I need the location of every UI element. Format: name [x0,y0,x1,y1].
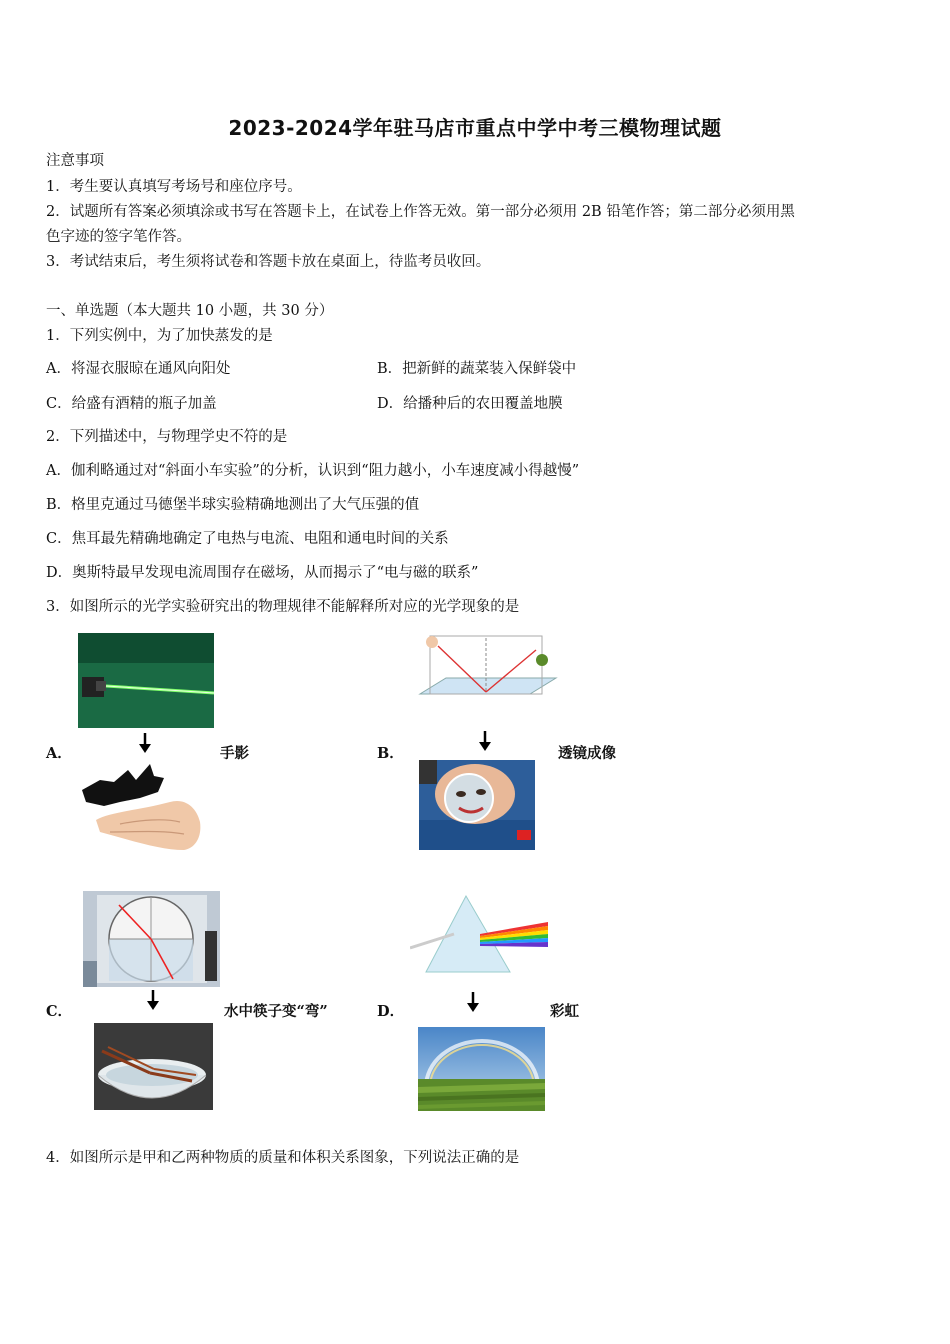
section-heading: 一、单选题（本大题共 10 小题，共 30 分） [46,303,334,319]
rainbow-landscape-image [418,1027,545,1111]
reflection-apparatus-image [410,632,558,724]
q3-option-c-label: C． [46,1003,73,1020]
q3-option-b-label: B． [377,745,404,762]
q3-option-b-caption: 透镜成像 [558,745,616,762]
q2-option-d: D．奥斯特最早发现电流周围存在磁场，从而揭示了“电与磁的联系” [46,565,479,581]
q1-option-d: D．给播种后的农田覆盖地膜 [377,396,563,412]
q4-stem: 4．如图所示是甲和乙两种物质的质量和体积关系图象，下列说法正确的是 [46,1150,520,1166]
arrow-down-icon [139,733,151,753]
notice-item-1: 1．考生要认真填写考场号和座位序号。 [46,179,302,195]
q2-option-c: C．焦耳最先精确地确定了电热与电流、电阻和通电时间的关系 [46,531,449,547]
notice-item-3: 3．考试结束后，考生须将试卷和答题卡放在桌面上，待监考员收回。 [46,254,491,270]
q1-option-a: A．将湿衣服晾在通风向阳处 [46,361,231,377]
q1-stem: 1．下列实例中，为了加快蒸发的是 [46,328,273,344]
q3-stem: 3．如图所示的光学实验研究出的物理规律不能解释所对应的光学现象的是 [46,599,520,615]
page-title: 2023-2024学年驻马店市重点中学中考三模物理试题 [228,116,722,140]
notice-item-2-cont: 色字迹的签字笔作答。 [46,229,191,245]
q1-option-c: C．给盛有酒精的瓶子加盖 [46,396,217,412]
notice-item-2: 2．试题所有答案必须填涂或书写在答题卡上，在试卷上作答无效。第一部分必须用 2B 铅笔作答；第二部分必须用黑 [46,204,795,220]
q2-option-b: B．格里克通过马德堡半球实验精确地测出了大气压强的值 [46,497,420,513]
notice-heading: 注意事项 [46,153,104,169]
q3-option-c-caption: 水中筷子变“弯” [224,1003,328,1020]
arrow-down-icon [467,992,479,1012]
laser-beam-image [78,633,214,728]
q1-option-b: B．把新鲜的蔬菜装入保鲜袋中 [377,361,577,377]
q2-option-a: A．伽利略通过对“斜面小车实验”的分析，认识到“阻力越小，小车速度减小得越慢” [46,463,580,479]
q2-stem: 2．下列描述中，与物理学史不符的是 [46,429,288,445]
water-lens-face-image [419,760,535,850]
refraction-disk-image [83,891,220,987]
arrow-down-icon [479,731,491,751]
arrow-down-icon [147,990,159,1010]
q3-option-a-caption: 手影 [220,745,249,762]
q3-option-d-label: D． [377,1003,405,1020]
q3-option-d-caption: 彩虹 [550,1003,579,1020]
hand-shadow-image [80,762,204,852]
q3-option-a-label: A． [46,745,72,762]
prism-dispersion-image [410,892,548,976]
chopstick-bowl-image [94,1023,213,1110]
